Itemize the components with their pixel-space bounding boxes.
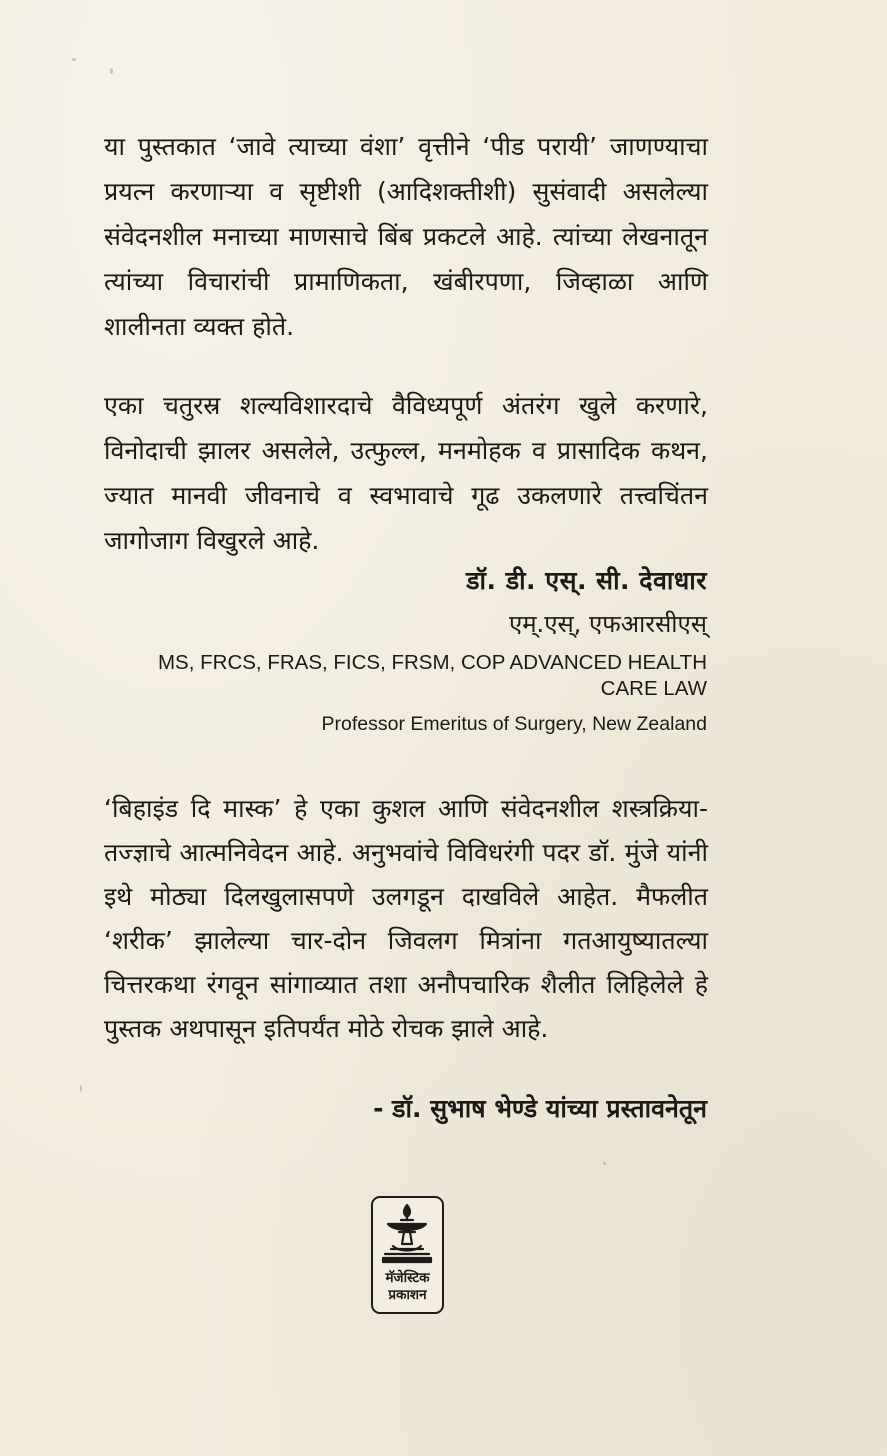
paper-speck (72, 58, 76, 61)
paper-speck (110, 68, 113, 74)
reviewer-degrees-marathi: एम्.एस्, एफआरसीएस् (508, 610, 707, 638)
blurb-paragraph-3: ‘बिहाइंड दि मास्क’ हे एका कुशल आणि संवेदनशील शस्त्रक्रिया-तज्ज्ञाचे आत्मनिवेदन आहे. अनुभवांचे विविधरंगी पदर डॉ. मुंजे यांनी इथे मोठ्या दिलखुलासपणे उलगडून दाखविले आहेत. मैफलीत ‘शरीक’ झालेल्या चार-दोन जिवलग मित्रांना गतआयुष्यातल्या चित्तरकथा रंगवून सांगाव्यात तशा अनौपचारिक शैलीत लिहिलेले हे पुस्तक अथपासून इतिपर्यंत मोठे रोचक झाले आहे. (104, 794, 708, 1043)
publisher-logo (371, 1196, 444, 1314)
blurb-paragraph-1: या पुस्तकात ‘जावे त्याच्या वंशा’ वृत्तीने ‘पीड परायी’ जाणण्याचा प्रयत्न करणाऱ्या व सृष्टीशी (आदिशक्तीशी) सुसंवादी असलेल्या संवेदनशील मनाच्या माणसाचे बिंब प्रकटले आहे. त्यांच्या लेखनातून त्यांच्या विचारांची प्रामाणिकता, खंबीरपणा, जिव्हाळा आणि शालीनता व्यक्त होते. (104, 132, 708, 341)
quote-attribution: - डॉ. सुभाष भेण्डे यांच्या प्रस्तावनेतून (373, 1094, 707, 1123)
paper-speck (80, 1085, 82, 1092)
oil-lamp-icon (379, 1202, 435, 1268)
paper-speck (603, 1162, 606, 1165)
publisher-name-line2: प्रकाशन (388, 1287, 427, 1303)
reviewer-degrees-english: MS, FRCS, FRAS, FICS, FRSM, COP ADVANCED HEALTH CARE LAW (157, 651, 707, 700)
blurb-paragraph-2: एका चतुरस्र शल्यविशारदाचे वैविध्यपूर्ण अंतरंग खुले करणारे, विनोदाची झालर असलेले, उत्फुल्ल, मनमोहक व प्रासादिक कथन, ज्यात मानवी जीवनाचे व स्वभावाचे गूढ उकलणारे तत्त्वचिंतन जागोजाग विखुरले आहे. (104, 391, 708, 555)
reviewer-title: Professor Emeritus of Surgery, New Zealand (321, 713, 707, 735)
publisher-name-line1: मॅजेस्टिक (385, 1270, 430, 1286)
reviewer-name: डॉ. डी. एस्. सी. देवाधार (466, 566, 707, 595)
